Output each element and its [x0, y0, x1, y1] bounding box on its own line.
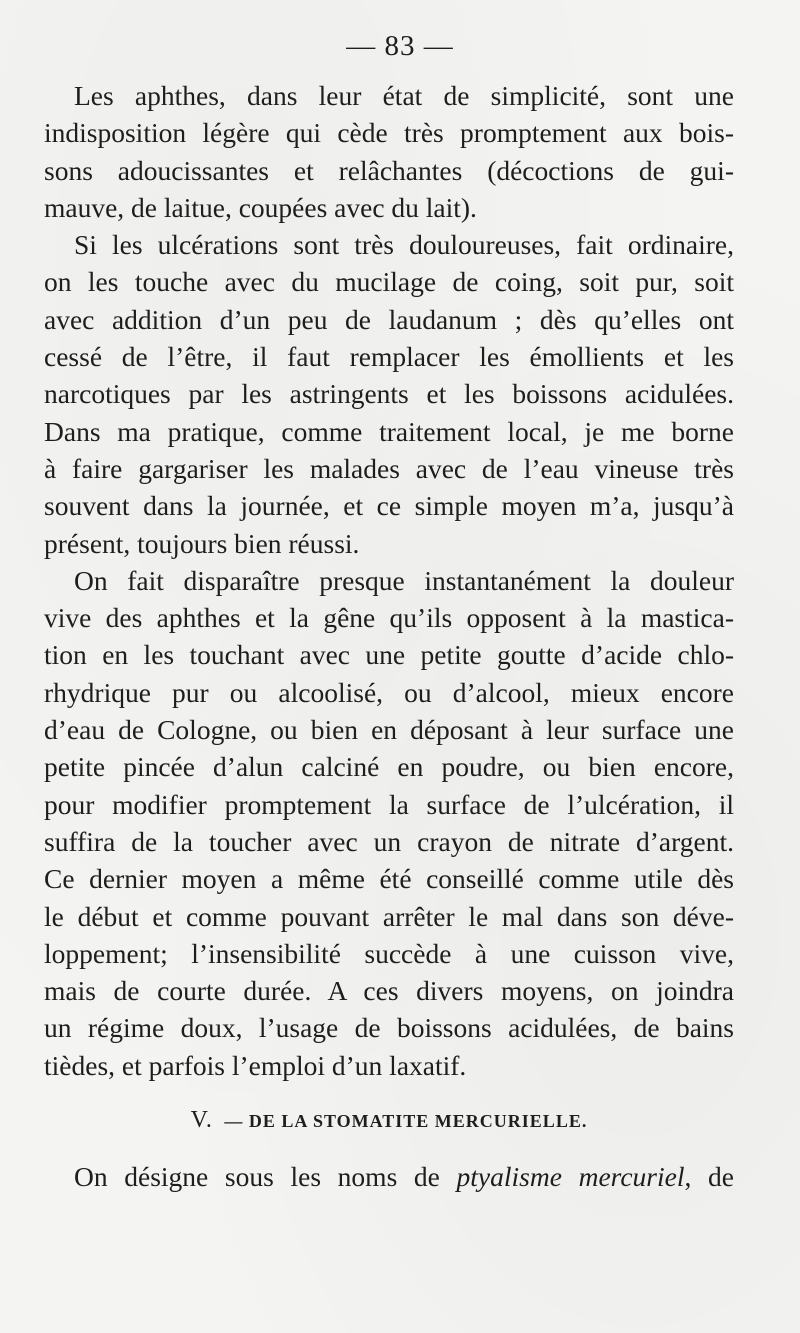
page-number: — 83 —	[346, 30, 454, 62]
text-line: Si les ulcérations sont très douloureuses, fait ordinaire,	[74, 229, 734, 261]
page-body	[44, 77, 734, 1195]
section-dash: —	[224, 1111, 244, 1132]
text-fragment: , de	[684, 1161, 734, 1193]
text-line: Dans ma pratique, comme traitement local, je me borne	[44, 415, 734, 447]
text-line: loppement; l’insensibilité succède à une cuisson vive,	[44, 937, 734, 969]
section-title: DE LA STOMATITE MERCURIELLE.	[248, 1111, 588, 1132]
text-line: mauve, de laitue, coupées avec du lait).	[44, 191, 477, 223]
text-line: Les aphthes, dans leur état de simplicité, sont une	[74, 80, 734, 111]
paragraph-aphthes-simplicity	[44, 77, 734, 226]
text-line: avec addition d’un peu de laudanum ; dès qu’elles ont	[44, 303, 734, 335]
heading-spacer	[44, 1142, 734, 1158]
text-line: présent, toujours bien réussi.	[44, 527, 360, 559]
section-heading	[44, 1102, 734, 1142]
text-line: sons adoucissantes et relâchantes (décoctions de gui-	[44, 154, 734, 186]
text-line: mais de courte durée. A ces divers moyens, on joindra	[44, 975, 734, 1007]
paragraph-mercurial-ptyalism	[44, 1158, 734, 1195]
text-line: narcotiques par les astringents et les boissons acidulées.	[44, 378, 734, 410]
text-line: le début et comme pouvant arrêter le mal dans son déve-	[44, 900, 734, 932]
text-line	[44, 1158, 734, 1195]
italic-term: ptyalisme mercuriel	[456, 1161, 685, 1193]
section-number: V.	[190, 1107, 213, 1134]
text-line: petite pincée d’alun calciné en poudre, ou bien encore,	[44, 751, 734, 783]
text-line: on les touche avec du mucilage de coing, soit pur, soit	[44, 266, 734, 298]
text-line: pour modifier promptement la surface de l’ulcération, il	[44, 788, 734, 820]
text-line: suffira de la toucher avec un crayon de nitrate d’argent.	[44, 825, 734, 857]
text-line: Ce dernier moyen a même été conseillé comme utile dès	[44, 863, 734, 895]
text-fragment: On désigne sous les noms de	[74, 1161, 440, 1193]
paragraph-painful-ulcerations	[44, 226, 734, 562]
paragraph-pain-relief-treatments	[44, 562, 734, 1084]
text-line: indisposition légère qui cède très promptement aux bois-	[44, 117, 734, 149]
text-line: vive des aphthes et la gêne qu’ils opposent à la mastica-	[44, 602, 734, 634]
text-line: On fait disparaître presque instantanément la douleur	[74, 564, 734, 596]
text-line: souvent dans la journée, et ce simple moyen m’a, jusqu’à	[44, 490, 734, 522]
text-line: tion en les touchant avec une petite goutte d’acide chlo-	[44, 639, 734, 671]
text-line: rhydrique pur ou alcoolisé, ou d’alcool, mieux encore	[44, 676, 734, 708]
text-line: à faire gargariser les malades avec de l’eau vineuse très	[44, 452, 734, 484]
text-line: tièdes, et parfois l’emploi d’un laxatif.	[44, 1049, 467, 1081]
text-line: cessé de l’être, il faut remplacer les émollients et les	[44, 341, 734, 373]
text-line: d’eau de Cologne, ou bien en déposant à leur surface une	[44, 714, 734, 746]
text-line: un régime doux, l’usage de boissons acidulées, de bains	[44, 1012, 734, 1044]
